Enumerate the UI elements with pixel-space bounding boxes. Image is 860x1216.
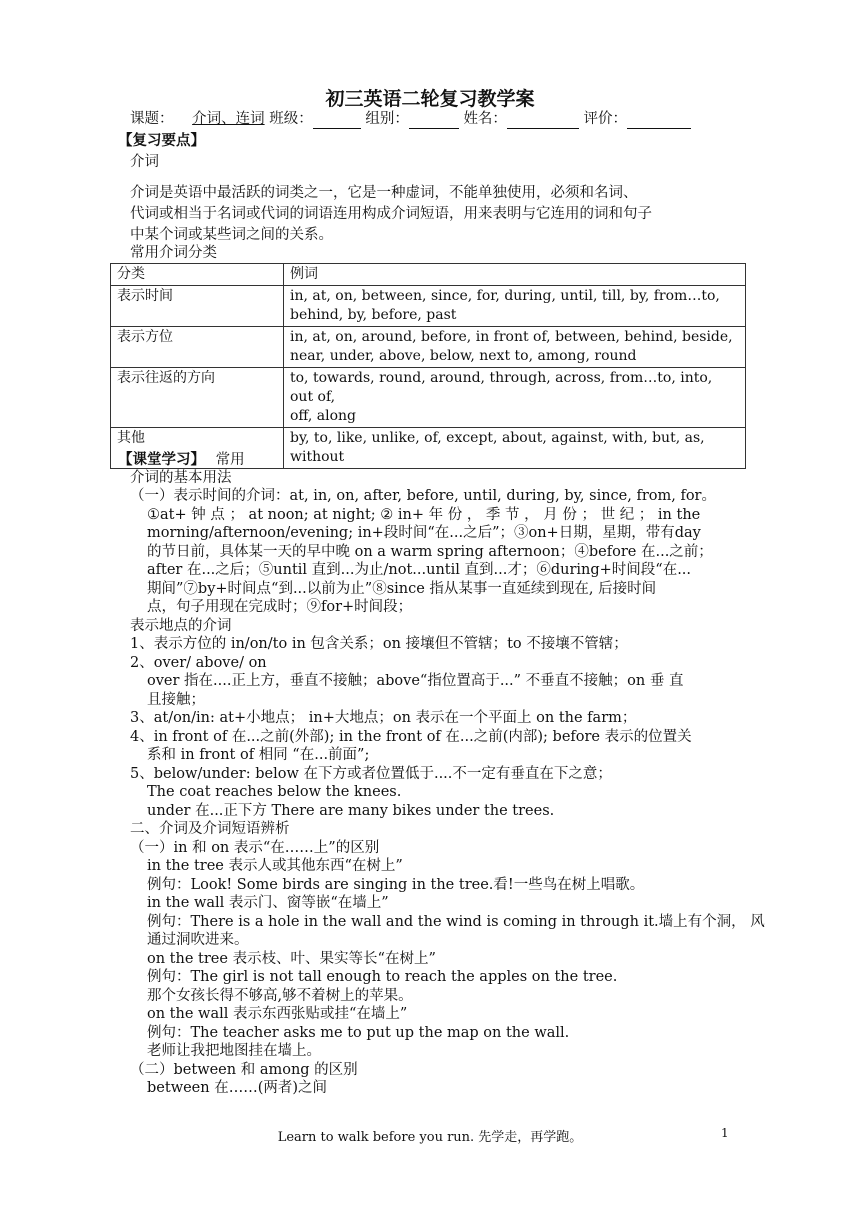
body-line: between 在……(两者)之间 [147, 1080, 328, 1096]
body-line: on the tree 表示枝、叶、果实等长“在树上” [147, 951, 436, 967]
body-line: 4、in front of 在...之前(外部); in the front of 在...之前(内部); before 表示的位置关 [130, 729, 692, 745]
table-cell-category: 其他 [111, 428, 284, 469]
body-line: 通过洞吹进来。 [147, 932, 249, 948]
body-line: in the tree 表示人或其他东西“在树上” [147, 858, 403, 874]
words-line: behind, by, before, past [290, 307, 457, 323]
body-line: 点，句子用现在完成时；⑨for+时间段； [147, 599, 413, 615]
group-label: 组别： [365, 111, 409, 127]
words-line: in, at, on, around, before, in front of, between, behind, beside, [290, 329, 733, 345]
body-line: 例句：The girl is not tall enough to reach the apples on the tree. [147, 969, 618, 985]
body-line: on the wall 表示东西张贴或挂“在墙上” [147, 1006, 408, 1022]
class-label: 班级： [269, 111, 313, 127]
eval-label: 评价： [583, 111, 628, 127]
class-blank [313, 112, 361, 129]
intro-line: 代词或相当于名词或代词的词语连用构成介词短语，用来表明与它连用的词和句子 [130, 206, 652, 222]
section-classroom-suffix: 常用 [215, 452, 245, 468]
body-line: （二）between 和 among 的区别 [130, 1062, 358, 1078]
table-cell-words [284, 428, 746, 469]
body-line: 表示地点的介词 [130, 618, 232, 634]
page-footer: Learn to walk before you run. 先学走，再学跑。 [277, 1130, 583, 1145]
body-line: morning/afternoon/evening; in+段时间“在...之后”；③on+日期，星期，带有day [147, 525, 701, 541]
subhead-prepositions: 介词 [130, 154, 159, 170]
table-cell-category: 表示方位 [111, 327, 284, 368]
body-line: 1、表示方位的 in/on/to in 包含关系；on 接壤但不管辖；to 不接壤不管辖； [130, 636, 628, 652]
words-line: off, along [290, 408, 357, 424]
body-line: after 在...之后；⑤until 直到...为止/not...until 直到...才；⑥during+时间段“在... [147, 562, 692, 578]
name-blank [507, 112, 579, 129]
intro-line: 中某个词或某些词之间的关系。 [130, 227, 333, 243]
table-cell-words [284, 327, 746, 368]
table-cell-category: 表示时间 [111, 286, 284, 327]
table-cell-words [284, 368, 746, 428]
words-line: in, at, on, between, since, for, during, until, till, by, from…to, [290, 288, 720, 304]
preposition-table [110, 263, 746, 469]
document-title: 初三英语二轮复习教学案 [325, 88, 535, 110]
body-line: under 在...正下方 There are many bikes under the trees. [147, 803, 555, 819]
words-line: to, towards, round, around, through, across, from…to, into, out of, [290, 370, 713, 405]
words-line: by, to, like, unlike, of, except, about, against, with, but, as, without [290, 430, 705, 465]
body-line: 的节日前，具体某一天的早中晚 on a warm spring afternoon；④before 在...之前； [147, 544, 713, 560]
table-title: 常用介词分类 [130, 245, 217, 261]
body-line: 3、at/on/in: at+小地点； in+大地点；on 表示在一个平面上 on the farm； [130, 710, 637, 726]
table-cell-words [284, 286, 746, 327]
table-header: 分类 [111, 264, 284, 286]
eval-blank [627, 112, 691, 129]
body-line: ①at+ 钟 点 ； at noon; at night; ② in+ 年 份 ， 季 节 ， 月 份 ； 世 纪 ； in the [147, 507, 701, 523]
topic-label: 课题： [130, 111, 174, 127]
body-line: 且接触； [147, 692, 205, 708]
body-line: over 指在....正上方，垂直不接触；above“指位置高于...” 不垂直不接触；on 垂 直 [147, 673, 684, 689]
words-line: near, under, above, below, next to, among, round [290, 348, 637, 364]
section-review-points: 【复习要点】 [118, 132, 205, 149]
body-line: 例句：Look! Some birds are singing in the tree.看!一些鸟在树上唱歌。 [147, 877, 645, 893]
header-fields [130, 110, 691, 129]
body-line: 例句：There is a hole in the wall and the wind is coming in through it.墙上有个洞， 风 [147, 914, 765, 930]
body-line: 2、over/ above/ on [130, 655, 267, 671]
table-row [111, 368, 746, 428]
body-line: 系和 in front of 相同 “在...前面”; [147, 747, 370, 763]
table-row [111, 286, 746, 327]
topic-value: 介词、连词 [192, 111, 265, 127]
table-row [111, 327, 746, 368]
body-line: （一）in 和 on 表示“在……上”的区别 [130, 840, 380, 856]
body-line: 5、below/under: below 在下方或者位置低于....不一定有垂直在下之意； [130, 766, 612, 782]
table-cell-category: 表示往返的方向 [111, 368, 284, 428]
body-line: 例句：The teacher asks me to put up the map on the wall. [147, 1025, 570, 1041]
body-line: The coat reaches below the knees. [147, 784, 402, 800]
intro-line: 介词是英语中最活跃的词类之一，它是一种虚词，不能单独使用，必须和名词、 [130, 185, 638, 201]
page-number: 1 [721, 1126, 729, 1140]
section-classroom [118, 450, 245, 470]
body-line: （一）表示时间的介词：at, in, on, after, before, until, during, by, since, from, for。 [130, 488, 716, 504]
name-label: 姓名： [463, 111, 507, 127]
body-line: 老师让我把地图挂在墙上。 [147, 1043, 321, 1059]
group-blank [409, 112, 459, 129]
section-classroom-title: 【课堂学习】 [118, 451, 205, 468]
body-line: 介词的基本用法 [130, 470, 232, 486]
body-line: 那个女孩长得不够高,够不着树上的苹果。 [147, 988, 413, 1004]
body-line: 二、介词及介词短语辨析 [130, 821, 290, 837]
table-header-row [111, 264, 746, 286]
body-line: in the wall 表示门、窗等嵌“在墙上” [147, 895, 389, 911]
table-header: 例词 [284, 264, 746, 286]
body-line: 期间”⑦by+时间点“到...以前为止”⑧since 指从某事一直延续到现在, 后接时间 [147, 581, 657, 597]
